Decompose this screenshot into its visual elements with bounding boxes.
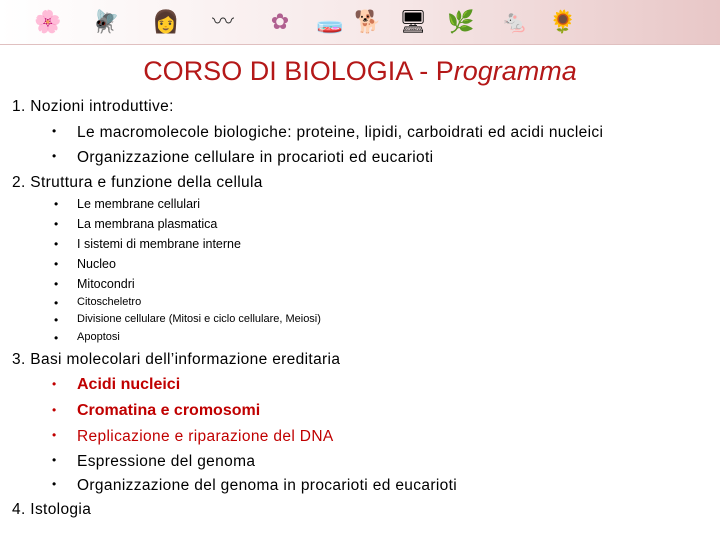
pollen-icon: ✿ — [270, 9, 290, 34]
flower-icon: 🌸 — [34, 9, 62, 34]
plant-icon: 🌿 — [447, 9, 475, 34]
bullet: • — [54, 331, 59, 345]
dogs-icon: 🐕 — [354, 9, 382, 34]
page-title — [0, 56, 720, 87]
computer-icon: 🖥 — [399, 9, 427, 34]
list-item-highlight: Acidi nucleici — [77, 376, 181, 393]
section-heading-3: 3. Basi molecolari dell’informazione ereditaria — [12, 351, 341, 368]
fly-icon: 🪰 — [92, 9, 120, 34]
sunflower-icon: 🌻 — [549, 9, 577, 34]
list-item: Espressione del genoma — [77, 453, 256, 470]
cells-icon: 🧫 — [316, 9, 344, 34]
list-item: Nucleo — [77, 257, 116, 271]
bullet: • — [52, 149, 57, 163]
list-item: Mitocondri — [77, 277, 135, 291]
list-item: La membrana plasmatica — [77, 217, 218, 231]
bullet: • — [52, 403, 57, 417]
bullet: • — [54, 313, 59, 327]
list-item: I sistemi di membrane interne — [77, 237, 241, 251]
mouse-icon: 🐁 — [501, 9, 529, 34]
title-italic: rogramma — [453, 56, 577, 86]
section-heading-1: 1. Nozioni introduttive: — [12, 98, 174, 115]
bullet: • — [54, 217, 59, 231]
bullet: • — [52, 477, 57, 491]
image-banner — [0, 0, 720, 45]
bullet: • — [54, 197, 59, 211]
bullet: • — [54, 296, 59, 310]
title-main: CORSO DI BIOLOGIA - P — [143, 56, 454, 86]
bullet: • — [52, 453, 57, 467]
list-item: Organizzazione del genoma in procarioti ed eucarioti — [77, 477, 458, 494]
bullet: • — [52, 377, 57, 391]
worm-icon: 〰 — [211, 9, 234, 34]
list-item: Le membrane cellulari — [77, 197, 200, 211]
list-item: Apoptosi — [77, 331, 120, 343]
list-item: Le macromolecole biologiche: proteine, lipidi, carboidrati ed acidi nucleici — [77, 124, 604, 141]
list-item-highlight: Cromatina e cromosomi — [77, 402, 261, 419]
bullet: • — [52, 124, 57, 138]
bullet: • — [54, 257, 59, 271]
section-heading-4: 4. Istologia — [12, 501, 92, 518]
list-item: Replicazione e riparazione del DNA — [77, 428, 334, 445]
bullet: • — [54, 237, 59, 251]
list-item: Divisione cellulare (Mitosi e ciclo cellulare, Meiosi) — [77, 313, 321, 325]
woman-portrait-icon: 👩 — [152, 9, 180, 34]
list-item: Organizzazione cellulare in procarioti ed eucarioti — [77, 149, 434, 166]
list-item: Citoscheletro — [77, 296, 142, 308]
bullet: • — [54, 277, 59, 291]
bullet: • — [52, 428, 57, 442]
section-heading-2: 2. Struttura e funzione della cellula — [12, 174, 263, 191]
